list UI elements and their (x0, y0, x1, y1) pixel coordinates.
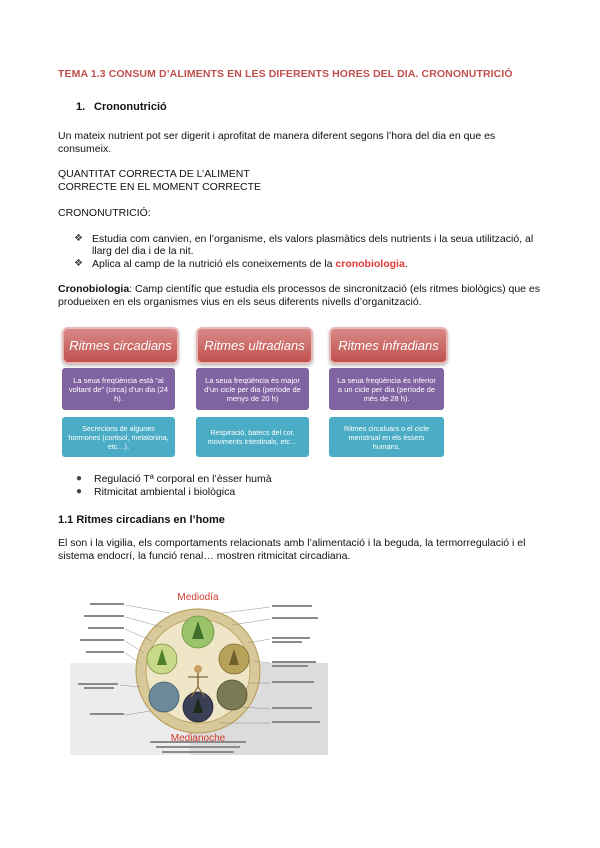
bullet-text: Ritmicitat ambiental i biològica (94, 486, 236, 498)
document-title: TEMA 1.3 CONSUM D’ALIMENTS EN LES DIFERENTS HORES DEL DIA. CRONONUTRICIÓ (58, 68, 513, 80)
definition-term: Cronobiologia (58, 283, 130, 295)
section-number: 1. (76, 101, 86, 113)
rhythm-header-circadians: Ritmes circadians (62, 327, 179, 364)
diamond-bullet-item (74, 258, 544, 270)
section-title: Crononutrició (94, 101, 167, 113)
figure-top-label: Mediodía (177, 592, 219, 603)
rhythm-definition-ultradians: La seua freqüència és major d’un cicle per dia (període de menys de 20 h) (196, 368, 309, 410)
rhythm-definition-infradians: La seua freqüència és inferior a un cicle per dia (període de més de 28 h). (329, 368, 444, 410)
bullet-text: Regulació Tª corporal en l’èsser humà (94, 473, 272, 485)
rhythm-examples-circadians: Secrecions de algunes hormones (cortisol, melatonina, etc…). (62, 417, 175, 457)
rhythm-header-ultradians: Ritmes ultradians (196, 327, 313, 364)
definition-paragraph (58, 283, 543, 309)
definition-text: : Camp científic que estudia els processos de sincronització (els ritmes biològics) que es produeixen en els organismes vius en els seus diferents nivells d’organització. (58, 283, 541, 308)
bullet-text: Estudia com canvien, en l’organisme, els valors plasmàtics dels nutrients i la seua utilització, al llarg del dia i de la nit. (92, 233, 534, 257)
scene-evening-icon (149, 682, 179, 712)
crononutricio-label: CRONONUTRICIÓ: (58, 207, 151, 219)
section-heading-crononutricio (76, 101, 167, 113)
bullet-text-end: . (404, 258, 408, 270)
rhythm-header-infradians: Ritmes infradians (329, 327, 448, 364)
bullet-text: Aplica al camp de la nutrició els coneixements de la (92, 258, 336, 270)
rhythm-examples-infradians: Ritmes circaluars o el cicle menstrual en els éssers humans. (329, 417, 444, 457)
scene-dusk-icon (217, 680, 247, 710)
dot-bullet-item (76, 486, 546, 498)
rhythm-definition-circadians: La seua freqüència està “al voltant de” (circa) d’un dia (24 h). (62, 368, 175, 410)
diamond-bullet-icon: ❖ (74, 233, 83, 244)
section-paragraph: El son i la vigilia, els comportaments relacionats amb l’alimentació i la beguda, la termorregulació i el sistema endocrí, la funció renal… mostren ritmicitat circadiana. (58, 537, 526, 562)
circadian-clock-figure (70, 583, 328, 755)
caps-line-1: QUANTITAT CORRECTA DE L’ALIMENT (58, 168, 250, 180)
dot-bullet-icon: ● (76, 486, 83, 497)
section-heading-circadians: 1.1 Ritmes circadians en l’home (58, 514, 225, 526)
diamond-bullet-item (74, 233, 544, 257)
intro-paragraph: Un mateix nutrient pot ser digerit i aprofitat de manera diferent segons l’hora del dia en que es consumeix. (58, 130, 496, 155)
rhythm-examples-ultradians: Respiració, batecs del cor, moviments intestinals, etc… (196, 417, 309, 457)
cronobiologia-highlight: cronobiologia (335, 258, 405, 270)
figure-bottom-label: Medianoche (170, 733, 226, 744)
dot-bullet-item (76, 473, 546, 485)
caps-line-2: CORRECTE EN EL MOMENT CORRECTE (58, 181, 262, 193)
dot-bullet-icon: ● (76, 473, 83, 484)
diamond-bullet-icon: ❖ (74, 258, 83, 269)
